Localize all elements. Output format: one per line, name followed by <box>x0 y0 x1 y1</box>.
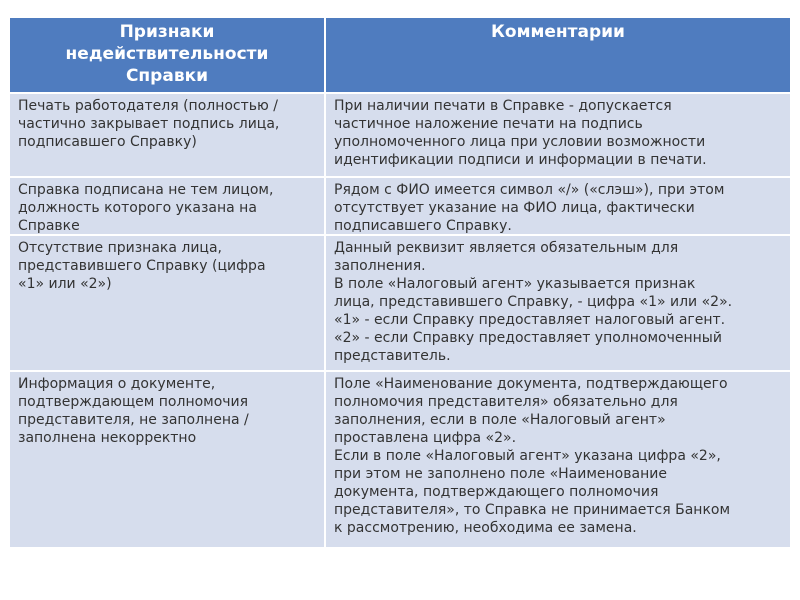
header-comments: Комментарии <box>326 18 790 94</box>
row-3-comment: Данный реквизит является обязательным для заполнения. В поле «Налоговый агент» указывается признак лица, представившего Справку, - цифра «1» или «2». «1» - если Справку предоставляет налоговый агент. «2» - если Справку предоставляет уполномоченный представитель. <box>326 236 790 372</box>
row-1-sign: Печать работодателя (полностью / частично закрывает подпись лица, подписавшего Справку) <box>10 94 326 178</box>
invalidity-signs-table <box>10 18 790 547</box>
row-4-sign: Информация о документе, подтверждающем полномочия представителя, не заполнена / заполнена некорректно <box>10 372 326 547</box>
row-3-sign: Отсутствие признака лица, представившего Справку (цифра «1» или «2») <box>10 236 326 372</box>
header-signs: Признаки недействительности Справки <box>10 18 326 94</box>
row-2-comment: Рядом с ФИО имеется символ «/» («слэш»), при этом отсутствует указание на ФИО лица, фактически подписавшего Справку. <box>326 178 790 236</box>
row-2-sign: Справка подписана не тем лицом, должность которого указана на Справке <box>10 178 326 236</box>
row-1-comment: При наличии печати в Справке - допускается частичное наложение печати на подпись уполномоченного лица при условии возможности идентификации подписи и информации в печати. <box>326 94 790 178</box>
row-4-comment: Поле «Наименование документа, подтверждающего полномочия представителя» обязательно для заполнения, если в поле «Налоговый агент» проставлена цифра «2». Если в поле «Налоговый агент» указана цифра «2», при этом не заполнено поле «Наименование документа, подтверждающего полномочия представителя», то Справка не принимается Банком к рассмотрению, необходима ее замена. <box>326 372 790 547</box>
